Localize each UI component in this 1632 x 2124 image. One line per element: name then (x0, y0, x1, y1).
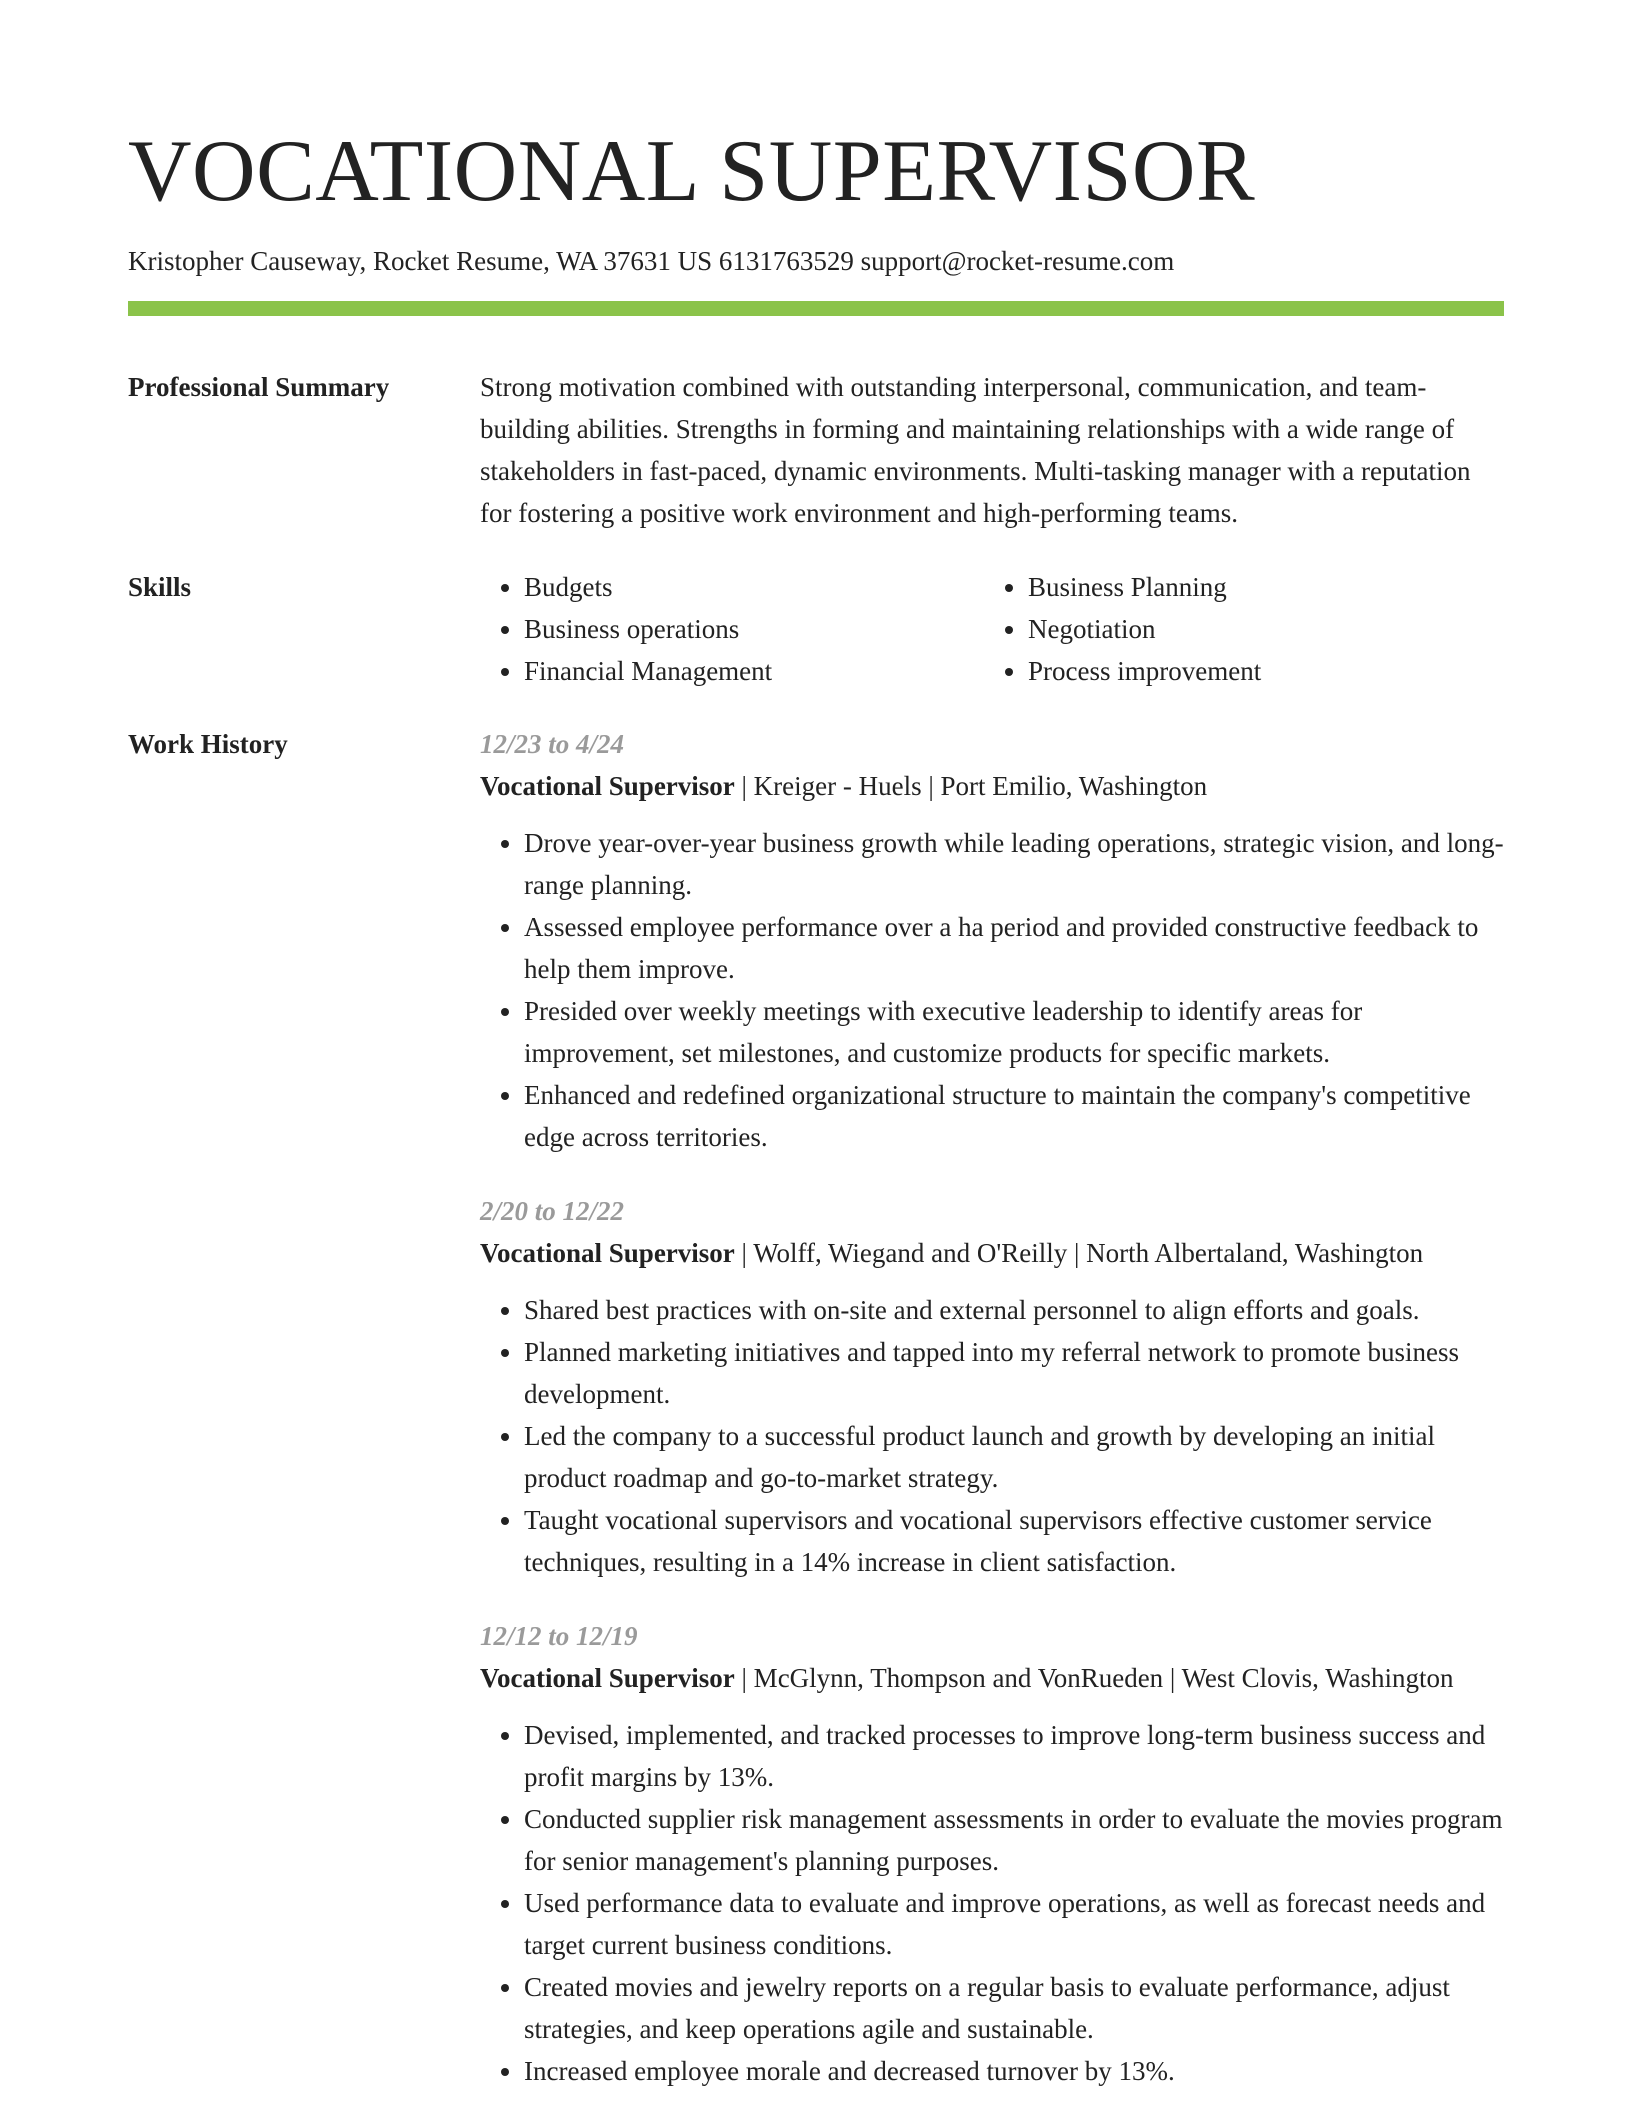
skill-item: • Process improvement (1028, 650, 1504, 692)
work-history-section (128, 723, 1504, 2124)
skills-column-1 (480, 566, 984, 692)
job-bullet: • Used performance data to evaluate and improve operations, as well as forecast needs and target current business conditions. (524, 1882, 1504, 1966)
job-dates: 12/23 to 4/24 (480, 729, 625, 759)
job-entry (480, 1615, 1504, 2092)
job-header (480, 765, 1504, 807)
summary-section (128, 366, 1504, 534)
job-dates: 12/12 to 12/19 (480, 1621, 638, 1651)
job-bullet: • Planned marketing initiatives and tapped into my referral network to promote business development. (524, 1331, 1504, 1415)
job-dates: 2/20 to 12/22 (480, 1196, 625, 1226)
job-bullet: • Assessed employee performance over a ha period and provided constructive feedback to help them improve. (524, 906, 1504, 990)
candidate-title: VOCATIONAL SUPERVISOR (128, 123, 1256, 220)
job-details: | Wolff, Wiegand and O'Reilly | North Albertaland, Washington (734, 1238, 1424, 1268)
job-bullets (480, 822, 1504, 1158)
job-bullet: • Presided over weekly meetings with executive leadership to identify areas for improvement, set milestones, and customize products for specific markets. (524, 990, 1504, 1074)
skill-item: • Budgets (524, 566, 984, 608)
job-bullet: • Drove year-over-year business growth while leading operations, strategic vision, and long-range planning. (524, 822, 1504, 906)
job-bullets (480, 1714, 1504, 2092)
skills-heading: Skills (128, 572, 192, 602)
job-title: Vocational Supervisor (480, 771, 735, 801)
skill-item: • Negotiation (1028, 608, 1504, 650)
job-bullet: • Shared best practices with on-site and external personnel to align efforts and goals. (524, 1289, 1504, 1331)
job-bullets (480, 1289, 1504, 1583)
job-header (480, 1657, 1504, 1699)
skills-column-2 (984, 566, 1504, 692)
job-entry (480, 723, 1504, 1158)
accent-divider (128, 301, 1504, 316)
resume-page (128, 0, 1504, 2124)
job-details: | McGlynn, Thompson and VonRueden | West Clovis, Washington (734, 1663, 1454, 1693)
summary-heading: Professional Summary (128, 372, 390, 402)
job-title: Vocational Supervisor (480, 1238, 735, 1268)
job-bullet: • Enhanced and redefined organizational structure to maintain the company's competitive edge across territories. (524, 1074, 1504, 1158)
job-bullet: • Taught vocational supervisors and vocational supervisors effective customer service techniques, resulting in a 14% increase in client satisfaction. (524, 1499, 1504, 1583)
job-header (480, 1232, 1504, 1274)
job-details: | Kreiger - Huels | Port Emilio, Washington (734, 771, 1208, 801)
skills-section (128, 566, 1504, 692)
job-bullet: • Devised, implemented, and tracked processes to improve long-term business success and profit margins by 13%. (524, 1714, 1504, 1798)
job-entry (480, 1190, 1504, 1583)
skill-item: • Business Planning (1028, 566, 1504, 608)
job-bullet: • Led the company to a successful product launch and growth by developing an initial product roadmap and go-to-market strategy. (524, 1415, 1504, 1499)
job-bullet: • Increased employee morale and decreased turnover by 13%. (524, 2050, 1504, 2092)
work-history-heading: Work History (128, 729, 288, 759)
summary-text: Strong motivation combined with outstanding interpersonal, communication, and team-building abilities. Strengths in forming and maintaining relationships with a wide range of stakeholders in fast-paced, dynamic environments. Multi-tasking manager with a reputation for fostering a positive work environment and high-performing teams. (480, 372, 1471, 528)
skill-item: • Financial Management (524, 650, 984, 692)
job-bullet: • Created movies and jewelry reports on a regular basis to evaluate performance, adjust strategies, and keep operations agile and sustainable. (524, 1966, 1504, 2050)
skill-item: • Business operations (524, 608, 984, 650)
contact-line: Kristopher Causeway, Rocket Resume, WA 37631 US 6131763529 support@rocket-resume.com (128, 246, 1175, 276)
job-bullet: • Conducted supplier risk management assessments in order to evaluate the movies program for senior management's planning purposes. (524, 1798, 1504, 1882)
job-title: Vocational Supervisor (480, 1663, 735, 1693)
